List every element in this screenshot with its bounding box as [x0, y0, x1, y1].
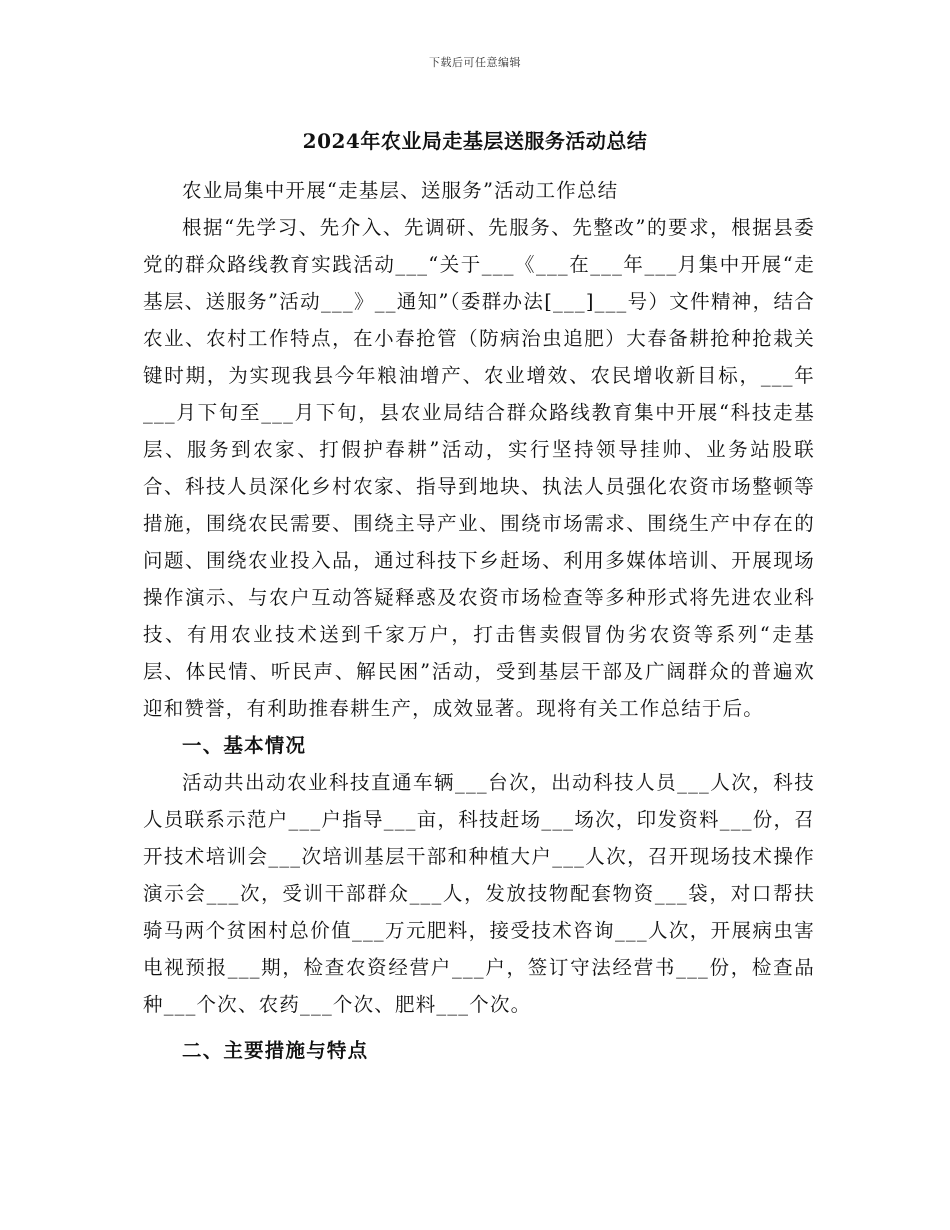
section-heading-basic-situation: 一、基本情况 [182, 734, 307, 757]
document-body [143, 172, 815, 1069]
subtitle-paragraph: 农业局集中开展“走基层、送服务”活动工作总结 [182, 179, 619, 202]
section-heading-main-measures: 二、主要措施与特点 [182, 1039, 369, 1062]
header-note: 下载后可任意编辑 [429, 56, 521, 69]
basic-situation-paragraph: 活动共出动农业科技直通车辆___台次，出动科技人员___人次，科技人员联系示范户___户指导___亩，科技赶场___场次，印发资料___份，召开技术培训会___次培训基层干部和种植大户___人次，召开现场技术操作演示会___次，受训干部群众___人，发放技物配套物资___袋，对口帮扶骑马两个贫困村总价值___万元肥料，接受技术咨询___人次，开展病虫害电视预报___期，检查农资经营户___户，签订守法经营书___份，检查品种___个次、农药___个次、肥料___个次。 [143, 771, 815, 1016]
intro-paragraph: 根据“先学习、先介入、先调研、先服务、先整改”的要求，根据县委党的群众路线教育实践活动___“关于___《___在___年___月集中开展“走基层、送服务”活动___》__通知”（委群办法[___]___号）文件精神，结合农业、农村工作特点，在小春抢管（防病治虫追肥）大春备耕抢种抢栽关键时期，为实现我县今年粮油增产、农业增效、农民增收新目标，___年___月下旬至___月下旬，县农业局结合群众路线教育集中开展“科技走基层、服务到农家、打假护春耕”活动，实行坚持领导挂帅、业务站股联合、科技人员深化乡村农家、指导到地块、执法人员强化农资市场整顿等措施，围绕农民需要、围绕主导产业、围绕市场需求、围绕生产中存在的问题、围绕农业投入品，通过科技下乡赶场、利用多媒体培训、开展现场操作演示、与农户互动答疑释惑及农资市场检查等多种形式将先进农业科技、有用农业技术送到千家万户，打击售卖假冒伪劣农资等系列“走基层、体民情、听民声、解民困”活动，受到基层干部及广阔群众的普遍欢迎和赞誉，有利助推春耕生产，成效显著。现将有关工作总结于后。 [143, 216, 815, 720]
document-title: 2024年农业局走基层送服务活动总结 [302, 129, 648, 153]
